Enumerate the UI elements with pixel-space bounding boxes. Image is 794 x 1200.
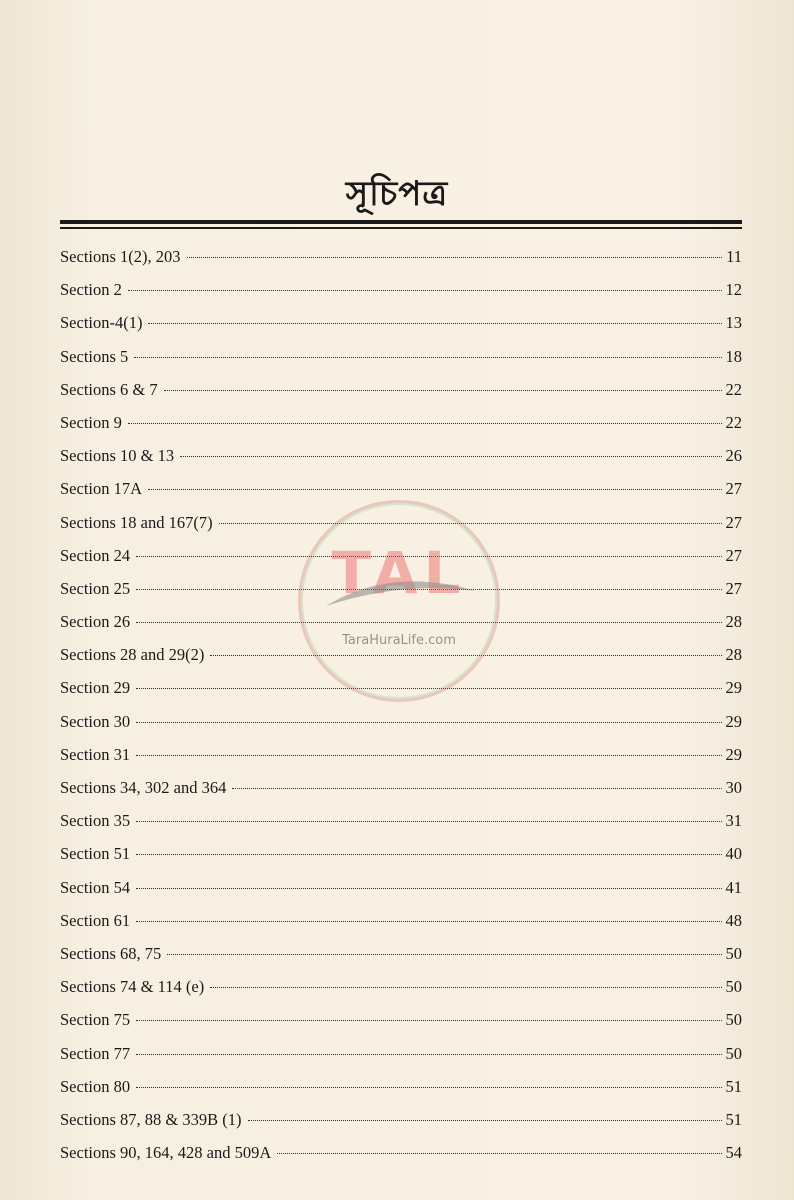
- dot-leader: [136, 722, 721, 723]
- toc-entry: [60, 243, 742, 276]
- toc-entry-label: Section 17A: [60, 479, 143, 499]
- toc-entry-label: Section 80: [60, 1076, 131, 1096]
- toc-entry-page-number: 28: [725, 612, 742, 632]
- toc-entry-page-number: 50: [725, 1010, 742, 1030]
- toc-entry: [60, 907, 742, 940]
- toc-entry-page-number: 27: [725, 512, 742, 532]
- toc-entry-label: Sections 74 & 114 (e): [60, 977, 205, 997]
- title-rule-thick: [60, 220, 742, 224]
- toc-entry-label: Sections 28 and 29(2): [60, 645, 205, 665]
- toc-entry-page-number: 54: [725, 1143, 742, 1163]
- toc-entry-page-number: 29: [725, 744, 742, 764]
- toc-entry-page-number: 41: [725, 877, 742, 897]
- toc-entry-page-number: 29: [725, 678, 742, 698]
- watermark-site-text: TaraHuraLife.com: [342, 633, 456, 648]
- toc-entry-label: Section 61: [60, 910, 131, 930]
- toc-entry-page-number: 28: [725, 645, 742, 665]
- toc-entry-page-number: 18: [725, 346, 742, 366]
- toc-entry-page-number: 27: [725, 578, 742, 598]
- dot-leader: [210, 987, 721, 988]
- toc-entry-page-number: 48: [725, 910, 742, 930]
- toc-entry-label: Section 26: [60, 612, 131, 632]
- toc-entry-label: Sections 87, 88 & 339B (1): [60, 1109, 242, 1129]
- toc-entry-label: Sections 1(2), 203: [60, 247, 181, 266]
- toc-entry-label: Section-4(1): [60, 313, 143, 333]
- toc-entry-label: Sections 90, 164, 428 and 509A: [60, 1143, 272, 1163]
- dot-leader: [148, 323, 721, 324]
- toc-entry-label: Section 9: [60, 412, 122, 432]
- toc-entry-label: Section 51: [60, 844, 131, 864]
- dot-leader: [167, 954, 721, 955]
- toc-entry: [60, 276, 742, 309]
- dot-leader: [136, 755, 721, 756]
- toc-entry-page-number: 30: [725, 778, 742, 797]
- dot-leader: [277, 1153, 721, 1154]
- toc-entry: [60, 840, 742, 873]
- toc-entry: [60, 1139, 742, 1172]
- toc-entry-label: Section 29: [60, 678, 131, 698]
- toc-entry-label: Section 25: [60, 578, 131, 598]
- dot-leader: [232, 788, 721, 789]
- toc-entry-label: Section 77: [60, 1043, 131, 1063]
- dot-leader: [128, 290, 722, 291]
- dot-leader: [134, 357, 721, 358]
- toc-entry-page-number: 40: [725, 844, 742, 864]
- dot-leader: [136, 888, 721, 889]
- toc-entry-page-number: 31: [725, 811, 742, 831]
- dot-leader: [136, 1020, 721, 1021]
- toc-entry: [60, 741, 742, 774]
- toc-entry: [60, 708, 742, 741]
- toc-entry-label: Sections 6 & 7: [60, 379, 158, 399]
- toc-entry-page-number: 11: [726, 247, 742, 266]
- toc-entry-page-number: 22: [725, 379, 742, 399]
- watermark-logo: [298, 500, 500, 702]
- toc-entry-label: Section 35: [60, 811, 131, 831]
- dot-leader: [136, 1087, 721, 1088]
- toc-entry: [60, 1006, 742, 1039]
- toc-entry-page-number: 50: [725, 1043, 742, 1063]
- toc-entry-page-number: 50: [725, 977, 742, 997]
- toc-entry: [60, 807, 742, 840]
- toc-entry-label: Section 31: [60, 744, 131, 764]
- toc-entry-label: Section 24: [60, 545, 131, 565]
- toc-entry: [60, 973, 742, 1006]
- toc-entry-page-number: 27: [725, 545, 742, 565]
- toc-entry: [60, 1106, 742, 1139]
- watermark-logo-text: TAL: [331, 539, 467, 607]
- toc-entry-page-number: 13: [725, 313, 742, 333]
- toc-entry-page-number: 50: [725, 943, 742, 963]
- toc-entry-label: Section 54: [60, 877, 131, 897]
- toc-entry-label: Sections 68, 75: [60, 943, 162, 963]
- toc-entry-page-number: 29: [725, 711, 742, 731]
- toc-entry-page-number: 27: [725, 479, 742, 499]
- toc-entry: [60, 874, 742, 907]
- toc-entry-page-number: 12: [725, 280, 742, 300]
- dot-leader: [136, 821, 721, 822]
- toc-entry-page-number: 22: [725, 412, 742, 432]
- toc-entry-label: Section 2: [60, 280, 122, 300]
- toc-entry: [60, 940, 742, 973]
- dot-leader: [128, 423, 722, 424]
- dot-leader: [180, 456, 721, 457]
- dot-leader: [248, 1120, 722, 1121]
- toc-entry-page-number: 26: [725, 446, 742, 466]
- title-rule-thin: [60, 227, 742, 229]
- page-title: সূচিপত্র: [345, 174, 449, 214]
- toc-entry-page-number: 51: [725, 1076, 742, 1096]
- swoosh-icon: [321, 571, 481, 611]
- toc-entry-label: Sections 34, 302 and 364: [60, 778, 227, 797]
- dot-leader: [136, 921, 721, 922]
- toc-entry-label: Sections 18 and 167(7): [60, 512, 213, 532]
- dot-leader: [164, 390, 722, 391]
- dot-leader: [148, 489, 721, 490]
- toc-entry: [60, 309, 742, 342]
- toc-entry-label: Section 75: [60, 1010, 131, 1030]
- toc-entry-label: Sections 5: [60, 346, 129, 366]
- toc-entry: [60, 1073, 742, 1106]
- toc-entry: [60, 376, 742, 409]
- toc-entry: [60, 409, 742, 442]
- toc-entry: [60, 1040, 742, 1073]
- dot-leader: [136, 1054, 721, 1055]
- toc-entry-label: Section 30: [60, 711, 131, 731]
- dot-leader: [136, 854, 721, 855]
- toc-entry-label: Sections 10 & 13: [60, 446, 175, 466]
- toc-entry: [60, 774, 742, 807]
- toc-entry-page-number: 51: [725, 1109, 742, 1129]
- toc-entry: [60, 442, 742, 475]
- toc-entry: [60, 343, 742, 376]
- dot-leader: [219, 523, 722, 524]
- table-of-contents: [60, 243, 742, 1172]
- dot-leader: [187, 257, 723, 258]
